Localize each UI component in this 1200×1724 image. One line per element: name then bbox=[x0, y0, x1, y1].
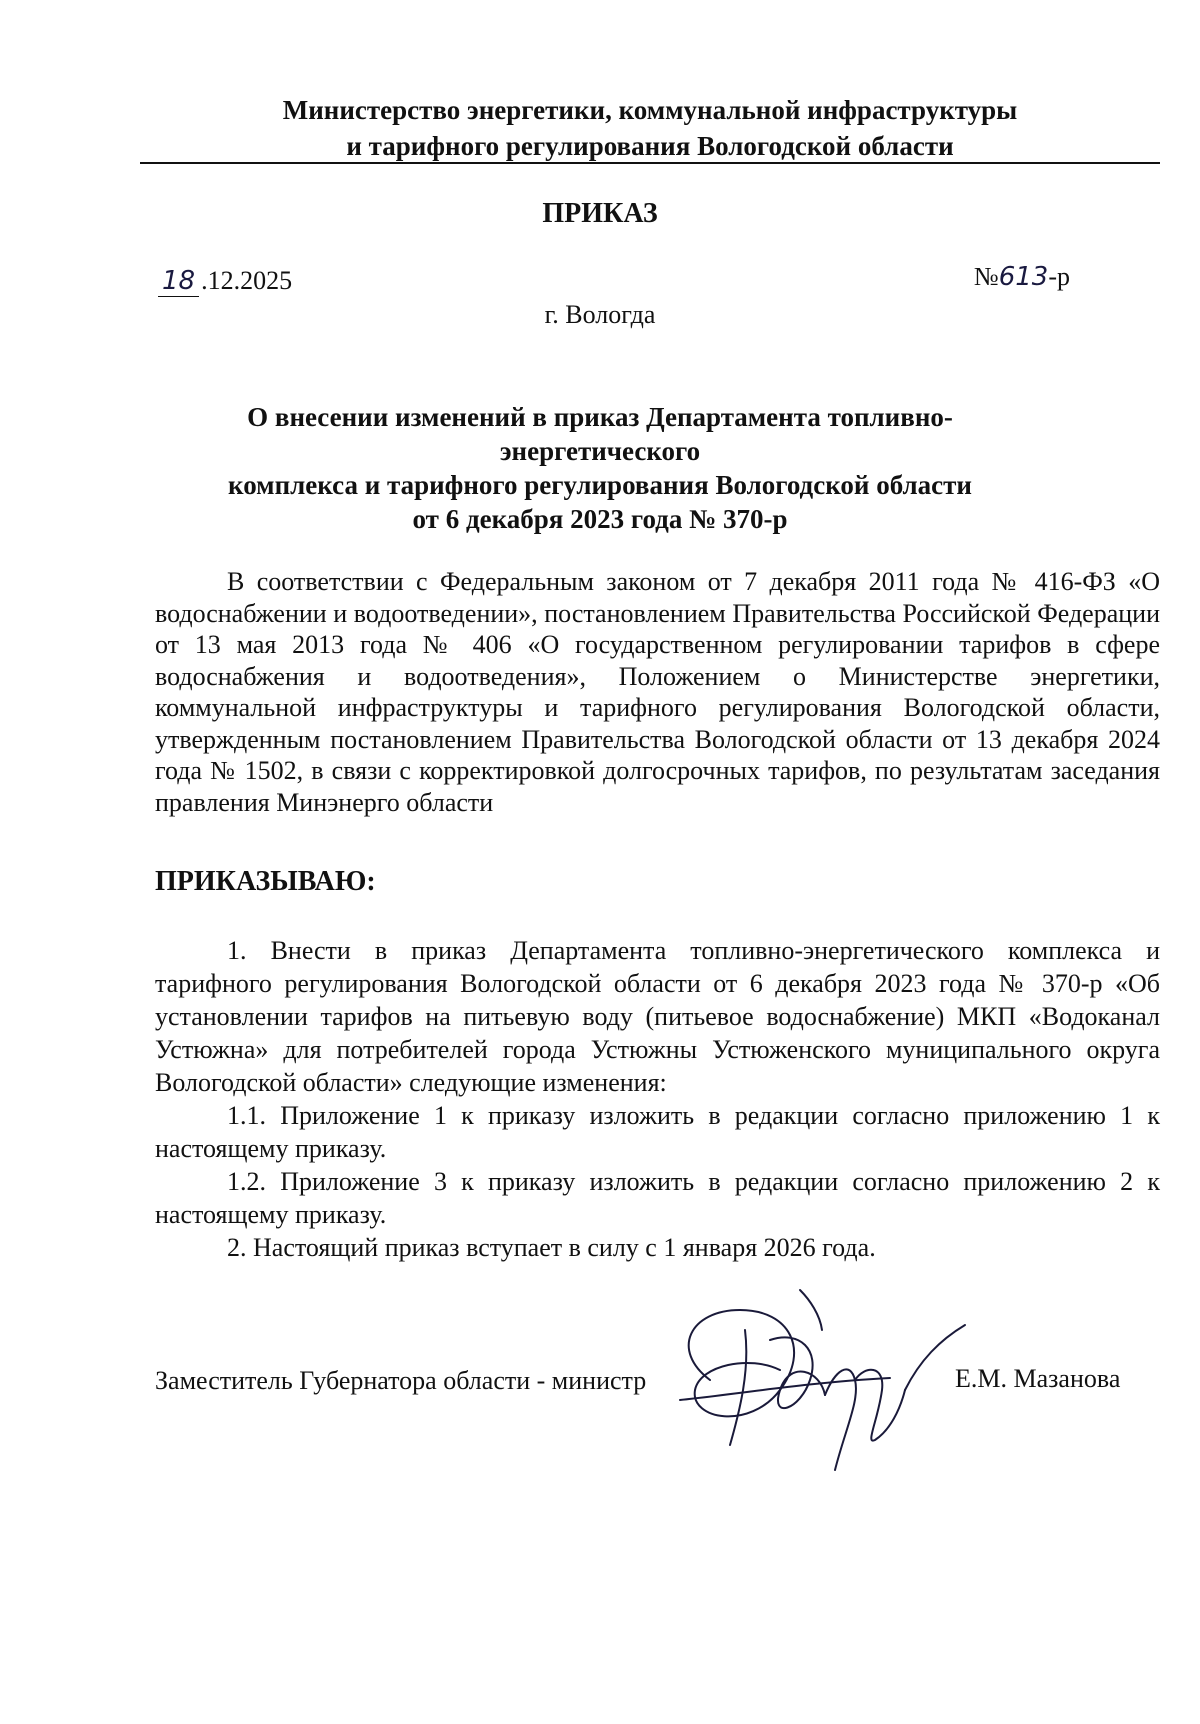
order-item-1: 1. Внести в приказ Департамента топливно-энергетического комплекса и тарифного регулирования Вологодской области от 6 декабря 2023 года № 370-р «Об установлении тарифов на питьевую воду (питьевое водоснабжение) МКП «Водоканал Устюжна» для потребителей города Устюжны Устюженского муниципального округа Вологодской области» следующие изменения: bbox=[155, 936, 1160, 1097]
order-items bbox=[155, 934, 1160, 1264]
signatory-role: Заместитель Губернатора области - министр bbox=[155, 1366, 647, 1395]
preamble bbox=[155, 566, 1160, 818]
date-month-year: .12.2025 bbox=[201, 266, 293, 295]
header-divider bbox=[140, 162, 1160, 164]
document-date bbox=[158, 266, 292, 297]
document-type: ПРИКАЗ bbox=[542, 198, 658, 229]
number-handwritten: 613 bbox=[998, 262, 1049, 292]
ministry-line-2: и тарифного регулирования Вологодской области bbox=[346, 131, 954, 161]
handwritten-signature bbox=[650, 1270, 980, 1510]
number-suffix: -р bbox=[1048, 262, 1070, 291]
order-directive: ПРИКАЗЫВАЮ: bbox=[155, 866, 376, 897]
title-line-1: О внесении изменений в приказ Департамента топливно-энергетического bbox=[247, 402, 953, 466]
document-city: г. Вологда bbox=[544, 300, 656, 329]
title-line-3: от 6 декабря 2023 года № 370-р bbox=[412, 504, 788, 534]
document-number bbox=[974, 262, 1070, 292]
signatory-name: Е.М. Мазанова bbox=[955, 1364, 1121, 1393]
ministry-name bbox=[140, 92, 1160, 164]
title-line-2: комплекса и тарифного регулирования Вологодской области bbox=[228, 470, 972, 500]
order-item-1-1: 1.1. Приложение 1 к приказу изложить в редакции согласно приложению 1 к настоящему приказу. bbox=[155, 1101, 1160, 1163]
document-title bbox=[150, 400, 1050, 536]
preamble-text: В соответствии с Федеральным законом от 7 декабря 2011 года № 416-ФЗ «О водоснабжении и водоотведении», постановлением Правительства Российской Федерации от 13 мая 2013 года № 406 «О государственном регулировании тарифов в сфере водоснабжения и водоотведения», Положением о Министерстве энергетики, коммунальной инфраструктуры и тарифного регулирования Вологодской области, утвержденным постановлением Правительства Вологодской области от 13 декабря 2024 года № 1502, в связи с корректировкой долгосрочных тарифов, по результатам заседания правления Минэнерго области bbox=[155, 567, 1160, 817]
date-day-handwritten: 18 bbox=[158, 266, 199, 297]
number-sign: № bbox=[973, 262, 999, 291]
order-item-1-2: 1.2. Приложение 3 к приказу изложить в редакции согласно приложению 2 к настоящему приказу. bbox=[155, 1167, 1160, 1229]
ministry-line-1: Министерство энергетики, коммунальной инфраструктуры bbox=[282, 95, 1018, 125]
order-item-2: 2. Настоящий приказ вступает в силу с 1 января 2026 года. bbox=[227, 1233, 876, 1262]
